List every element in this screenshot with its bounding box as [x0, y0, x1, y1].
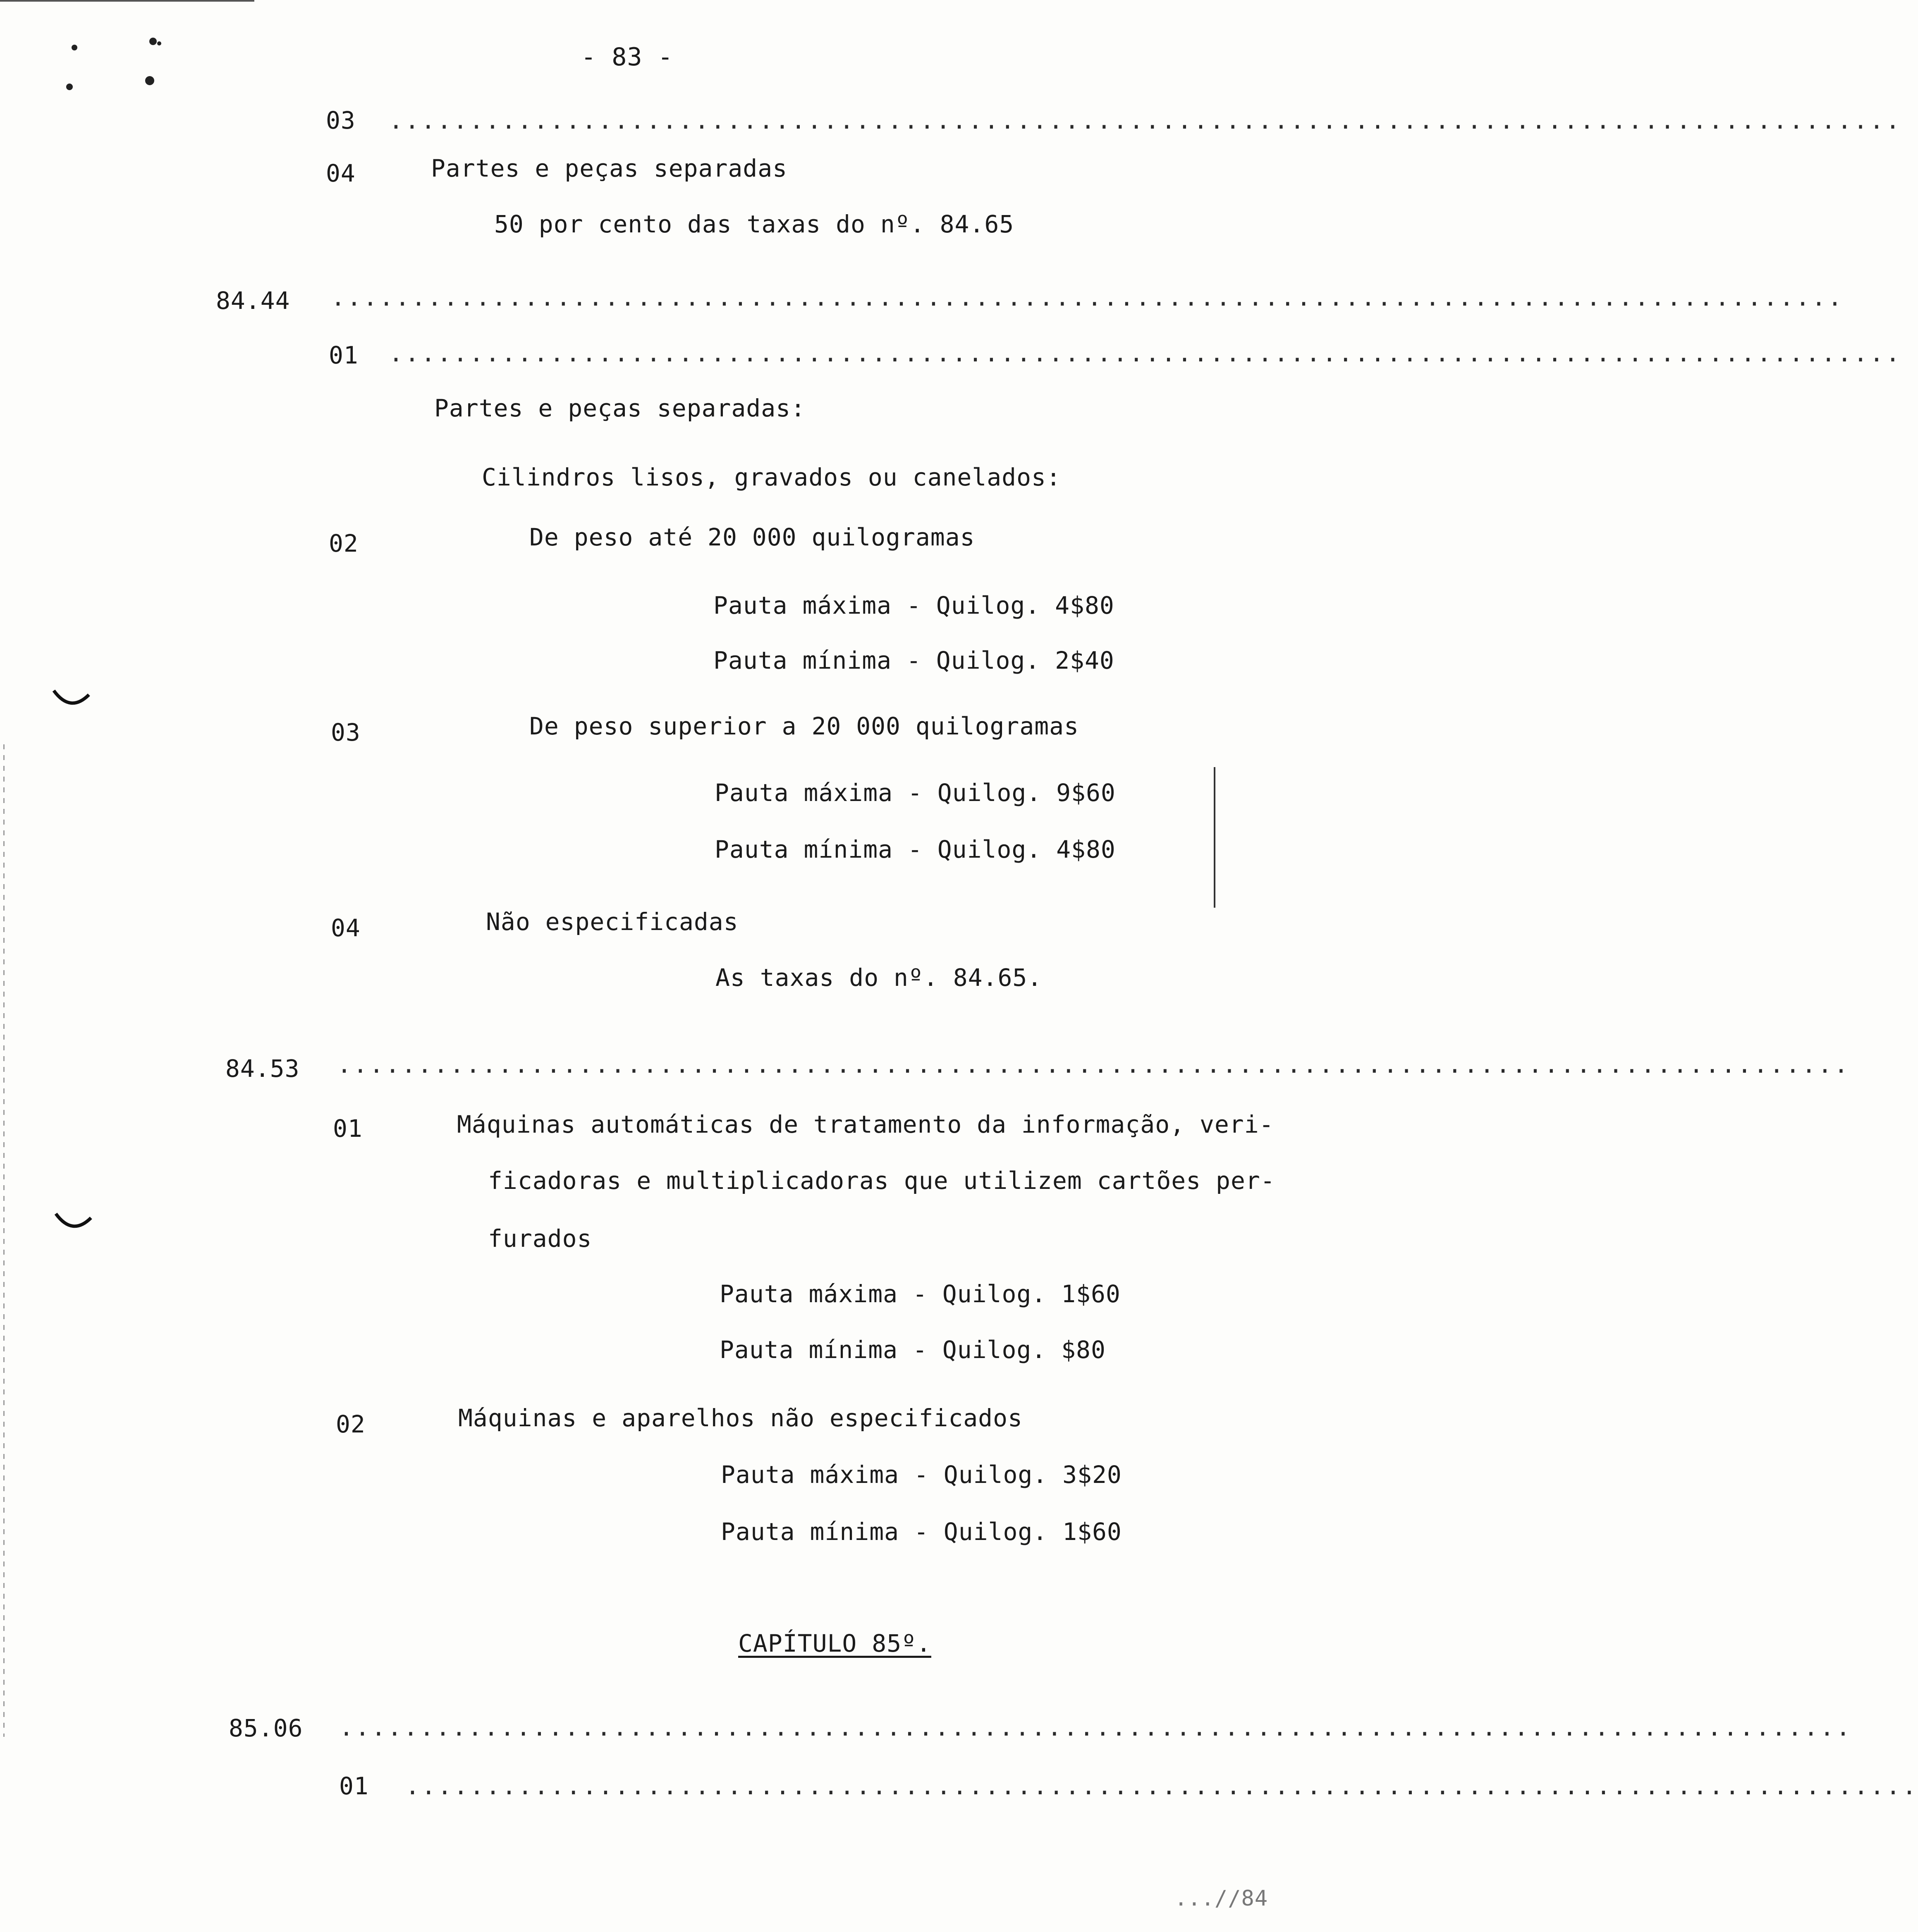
- dotted-leader: ..............................................................................................: [389, 106, 1902, 134]
- chapter-heading: CAPÍTULO 85º.: [738, 1629, 931, 1657]
- tariff-max: Pauta máxima - Quilog. 1$60: [720, 1280, 1121, 1308]
- tariff-min: Pauta mínima - Quilog. 1$60: [721, 1518, 1122, 1546]
- left-edge-line: [3, 744, 5, 1737]
- item-code: 01: [339, 1772, 369, 1800]
- item-description: De peso até 20 000 quilogramas: [529, 523, 975, 551]
- item-code: 04: [326, 159, 356, 187]
- tariff-min: Pauta mínima - Quilog. $80: [720, 1336, 1106, 1364]
- item-description: Máquinas automáticas de tratamento da informação, veri-: [457, 1110, 1274, 1138]
- item-code: 02: [329, 529, 359, 557]
- heading-code: 85.06: [229, 1714, 303, 1742]
- binding-hole-mark: [50, 682, 99, 720]
- tariff-min: Pauta mínima - Quilog. 2$40: [713, 646, 1114, 674]
- item-code: 01: [333, 1114, 363, 1143]
- item-description: Não especificadas: [486, 908, 739, 936]
- section-label: Partes e peças separadas:: [434, 394, 806, 422]
- tariff-min: Pauta mínima - Quilog. 4$80: [715, 835, 1116, 863]
- heading-code: 84.53: [225, 1054, 300, 1083]
- item-code: 03: [326, 106, 356, 134]
- dotted-leader: ..............................................................................................: [331, 283, 1844, 311]
- item-code: 02: [336, 1410, 366, 1438]
- page-number: - 83 -: [581, 43, 673, 72]
- top-border-line: [0, 0, 254, 2]
- item-description-cont: furados: [488, 1224, 592, 1253]
- margin-marks-graphic: [50, 25, 174, 149]
- subsection-label: Cilindros lisos, gravados ou canelados:: [482, 463, 1061, 491]
- item-code: 04: [331, 914, 361, 942]
- dotted-leader: ..............................................................................................: [337, 1050, 1850, 1078]
- item-description: De peso superior a 20 000 quilogramas: [529, 712, 1079, 740]
- item-description-cont: ficadoras e multiplicadoras que utilizem cartões per-: [488, 1167, 1275, 1195]
- continuation-marker: ...//84: [1174, 1886, 1268, 1911]
- item-code: 03: [331, 718, 361, 746]
- dotted-leader: ..............................................................................................: [339, 1713, 1852, 1741]
- rate-note: As taxas do nº. 84.65.: [715, 964, 1043, 992]
- tariff-max: Pauta máxima - Quilog. 4$80: [713, 591, 1114, 619]
- binding-hole-mark: [52, 1205, 101, 1243]
- rate-note: 50 por cento das taxas do nº. 84.65: [494, 210, 1014, 238]
- tariff-max: Pauta máxima - Quilog. 9$60: [715, 779, 1116, 807]
- dotted-leader: ..............................................................................................: [405, 1772, 1918, 1800]
- item-description: Partes e peças separadas: [431, 154, 788, 182]
- item-description: Máquinas e aparelhos não especificados: [458, 1404, 1023, 1432]
- heading-code: 84.44: [216, 287, 290, 315]
- item-code: 01: [329, 341, 359, 369]
- tariff-max: Pauta máxima - Quilog. 3$20: [721, 1461, 1122, 1489]
- dotted-leader: ..............................................................................................: [389, 339, 1902, 367]
- margin-vertical-line: [1214, 767, 1215, 908]
